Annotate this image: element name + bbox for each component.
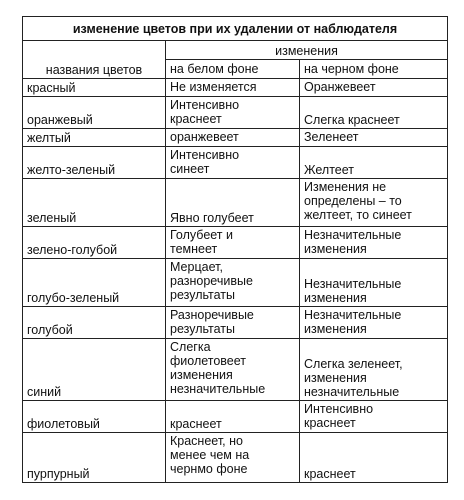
color-name-cell: фиолетовый xyxy=(23,401,166,433)
color-change-table-sheet xyxy=(22,16,447,496)
color-name-cell: пурпурный xyxy=(23,433,166,483)
white-background-cell: Явно голубеет xyxy=(166,179,300,227)
white-background-cell: Мерцает, разноречивые результаты xyxy=(166,259,300,307)
black-background-cell: Интенсивно краснеет xyxy=(300,401,448,433)
table-row xyxy=(23,179,448,227)
color-name-cell: красный xyxy=(23,79,166,97)
black-background-cell: Изменения не определены – то желтеет, то синеет xyxy=(300,179,448,227)
black-background-cell: Незначительные изменения xyxy=(300,227,448,259)
table-title: изменение цветов при их удалении от наблюдателя xyxy=(23,17,448,41)
header-black-background: на черном фоне xyxy=(300,60,448,79)
white-background-cell: оранжевеет xyxy=(166,129,300,147)
table-row xyxy=(23,227,448,259)
black-background-cell: Зеленеет xyxy=(300,129,448,147)
table-row xyxy=(23,339,448,401)
black-background-cell: Слегка зеленеет, изменения незначительные xyxy=(300,339,448,401)
color-change-table xyxy=(22,16,448,483)
white-background-cell: краснеет xyxy=(166,401,300,433)
white-background-cell: Разноречивые результаты xyxy=(166,307,300,339)
header-changes: изменения xyxy=(166,41,448,60)
table-row xyxy=(23,307,448,339)
header-white-background: на белом фоне xyxy=(166,60,300,79)
table-row xyxy=(23,401,448,433)
white-background-cell: Интенсивно синеет xyxy=(166,147,300,179)
white-background-cell: Не изменяется xyxy=(166,79,300,97)
color-name-cell: зеленый xyxy=(23,179,166,227)
table-row xyxy=(23,129,448,147)
black-background-cell: Оранжевеет xyxy=(300,79,448,97)
black-background-cell: краснеет xyxy=(300,433,448,483)
color-name-cell: голубо-зеленый xyxy=(23,259,166,307)
black-background-cell: Незначительные изменения xyxy=(300,307,448,339)
white-background-cell: Голубеет и темнеет xyxy=(166,227,300,259)
color-name-cell: голубой xyxy=(23,307,166,339)
color-name-cell: желтый xyxy=(23,129,166,147)
white-background-cell: Краснеет, но менее чем на чернмо фоне xyxy=(166,433,300,483)
table-row xyxy=(23,97,448,129)
table-row xyxy=(23,79,448,97)
black-background-cell: Слегка краснеет xyxy=(300,97,448,129)
white-background-cell: Интенсивно краснеет xyxy=(166,97,300,129)
black-background-cell: Желтеет xyxy=(300,147,448,179)
title-row xyxy=(23,17,448,41)
color-name-cell: синий xyxy=(23,339,166,401)
header-row xyxy=(23,41,448,60)
table-row xyxy=(23,147,448,179)
color-name-cell: зелено-голубой xyxy=(23,227,166,259)
table-row xyxy=(23,433,448,483)
color-name-cell: оранжевый xyxy=(23,97,166,129)
white-background-cell: Слегка фиолетовеет изменения незначительные xyxy=(166,339,300,401)
table-row xyxy=(23,259,448,307)
black-background-cell: Незначительные изменения xyxy=(300,259,448,307)
header-color-names: названия цветов xyxy=(23,41,166,79)
color-name-cell: желто-зеленый xyxy=(23,147,166,179)
